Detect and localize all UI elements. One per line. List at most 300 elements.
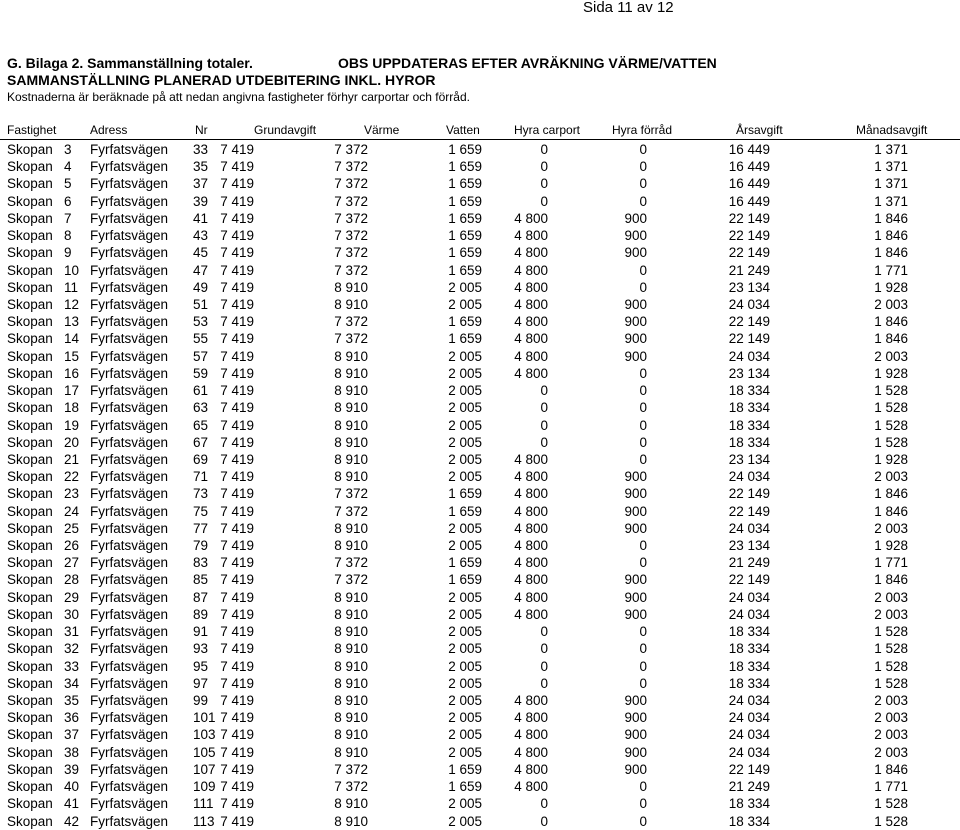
- cell-hyra-carport: 4 800: [514, 744, 548, 760]
- cell-hyra-carport: 4 800: [514, 228, 548, 244]
- cell-vatten: 2 005: [448, 641, 482, 657]
- cell-grundavgift: 7 419: [220, 245, 254, 261]
- cell-fastighet: Skopan: [7, 228, 53, 244]
- header-grundavgift: Grundavgift: [254, 123, 317, 137]
- table-row: [0, 709, 960, 726]
- cell-hyra-forrad: 0: [639, 417, 647, 433]
- cell-hyra-carport: 4 800: [514, 469, 548, 485]
- cell-grundavgift: 7 419: [220, 417, 254, 433]
- cell-hyra-carport: 0: [540, 796, 548, 812]
- cell-adress: Fyrfatsvägen: [90, 727, 169, 743]
- cell-grundavgift: 7 419: [220, 331, 254, 347]
- cell-nr: 73: [193, 486, 209, 502]
- cell-skopan-nr: 20: [64, 434, 80, 450]
- cell-vatten: 2 005: [448, 520, 482, 536]
- cell-varme: 8 910: [334, 710, 368, 726]
- cell-arsavgift: 24 034: [728, 348, 770, 364]
- cell-adress: Fyrfatsvägen: [90, 469, 169, 485]
- cell-varme: 7 372: [334, 761, 368, 777]
- cell-grundavgift: 7 419: [220, 383, 254, 399]
- cell-adress: Fyrfatsvägen: [90, 331, 169, 347]
- cell-hyra-carport: 4 800: [514, 761, 548, 777]
- cell-vatten: 2 005: [448, 693, 482, 708]
- cell-vatten: 1 659: [448, 779, 482, 795]
- cell-varme: 7 372: [334, 142, 368, 157]
- cell-adress: Fyrfatsvägen: [90, 245, 169, 261]
- cell-varme: 7 372: [334, 176, 368, 192]
- cell-arsavgift: 18 334: [728, 813, 770, 829]
- cell-nr: 91: [193, 624, 209, 640]
- cell-grundavgift: 7 419: [220, 210, 254, 226]
- cell-vatten: 2 005: [448, 624, 482, 640]
- cell-nr: 83: [193, 555, 209, 571]
- cell-grundavgift: 7 419: [220, 624, 254, 640]
- cell-nr: 53: [193, 314, 209, 330]
- header-vatten: Vatten: [446, 123, 480, 137]
- cell-skopan-nr: 38: [64, 744, 80, 760]
- cell-fastighet: Skopan: [7, 245, 53, 261]
- cell-vatten: 2 005: [448, 296, 482, 312]
- cell-hyra-carport: 4 800: [514, 589, 548, 605]
- cell-hyra-forrad: 900: [624, 503, 647, 519]
- cell-adress: Fyrfatsvägen: [90, 675, 169, 691]
- cell-skopan-nr: 8: [64, 228, 72, 244]
- cell-hyra-carport: 4 800: [514, 245, 548, 261]
- cell-manadsavgift: 1 371: [874, 193, 908, 209]
- cell-arsavgift: 18 334: [728, 658, 770, 674]
- cell-adress: Fyrfatsvägen: [90, 710, 169, 726]
- cell-manadsavgift: 1 371: [874, 176, 908, 192]
- cell-arsavgift: 18 334: [728, 434, 770, 450]
- cell-fastighet: Skopan: [7, 262, 53, 278]
- cell-adress: Fyrfatsvägen: [90, 296, 169, 312]
- cell-arsavgift: 24 034: [728, 520, 770, 536]
- cell-skopan-nr: 42: [64, 813, 80, 829]
- cell-adress: Fyrfatsvägen: [90, 159, 169, 175]
- cell-skopan-nr: 11: [64, 279, 79, 295]
- cell-fastighet: Skopan: [7, 606, 53, 622]
- cell-adress: Fyrfatsvägen: [90, 641, 169, 657]
- cell-manadsavgift: 2 003: [874, 296, 908, 312]
- cell-skopan-nr: 17: [64, 383, 80, 399]
- cell-adress: Fyrfatsvägen: [90, 383, 169, 399]
- cell-skopan-nr: 6: [64, 193, 72, 209]
- cell-hyra-forrad: 0: [639, 813, 647, 829]
- cell-skopan-nr: 12: [64, 296, 80, 312]
- cell-nr: 39: [193, 193, 209, 209]
- cell-arsavgift: 22 149: [728, 486, 770, 502]
- cell-nr: 45: [193, 245, 209, 261]
- table-row: [0, 606, 960, 623]
- table-row: [0, 726, 960, 743]
- cell-nr: 35: [193, 159, 209, 175]
- cell-fastighet: Skopan: [7, 727, 53, 743]
- cell-fastighet: Skopan: [7, 314, 53, 330]
- cell-adress: Fyrfatsvägen: [90, 228, 169, 244]
- cell-skopan-nr: 36: [64, 710, 80, 726]
- cell-vatten: 2 005: [448, 658, 482, 674]
- cell-varme: 8 910: [334, 606, 368, 622]
- cell-varme: 8 910: [334, 538, 368, 554]
- cell-adress: Fyrfatsvägen: [90, 400, 169, 416]
- cell-grundavgift: 7 419: [220, 538, 254, 554]
- cell-hyra-carport: 4 800: [514, 538, 548, 554]
- cell-fastighet: Skopan: [7, 210, 53, 226]
- table-row: [0, 503, 960, 520]
- cell-arsavgift: 18 334: [728, 400, 770, 416]
- cell-varme: 7 372: [334, 210, 368, 226]
- cell-vatten: 1 659: [448, 228, 482, 244]
- cell-varme: 8 910: [334, 693, 368, 708]
- cell-adress: Fyrfatsvägen: [90, 176, 169, 192]
- cell-adress: Fyrfatsvägen: [90, 210, 169, 226]
- cell-hyra-carport: 4 800: [514, 279, 548, 295]
- cell-hyra-forrad: 0: [639, 675, 647, 691]
- cell-arsavgift: 21 249: [728, 262, 770, 278]
- cell-hyra-carport: 4 800: [514, 348, 548, 364]
- cell-fastighet: Skopan: [7, 296, 53, 312]
- cell-arsavgift: 22 149: [728, 314, 770, 330]
- cell-manadsavgift: 2 003: [874, 710, 908, 726]
- table-row: [0, 623, 960, 640]
- document-note: Kostnaderna är beräknade på att nedan angivna fastigheter förhyr carportar och förråd.: [7, 90, 470, 104]
- cell-manadsavgift: 1 846: [874, 486, 908, 502]
- cell-vatten: 1 659: [448, 262, 482, 278]
- cell-arsavgift: 24 034: [728, 727, 770, 743]
- cell-vatten: 2 005: [448, 400, 482, 416]
- cell-grundavgift: 7 419: [220, 761, 254, 777]
- cell-varme: 8 910: [334, 796, 368, 812]
- table-row: [0, 658, 960, 675]
- cell-hyra-carport: 4 800: [514, 314, 548, 330]
- cell-vatten: 1 659: [448, 555, 482, 571]
- cell-nr: 97: [193, 675, 209, 691]
- cell-hyra-carport: 4 800: [514, 331, 548, 347]
- cell-adress: Fyrfatsvägen: [90, 813, 169, 829]
- cell-hyra-forrad: 900: [624, 727, 647, 743]
- cell-vatten: 2 005: [448, 710, 482, 726]
- cell-nr: 105: [193, 744, 216, 760]
- cell-nr: 71: [193, 469, 209, 485]
- cell-grundavgift: 7 419: [220, 228, 254, 244]
- cell-varme: 8 910: [334, 296, 368, 312]
- cell-hyra-carport: 4 800: [514, 727, 548, 743]
- cell-vatten: 2 005: [448, 727, 482, 743]
- table-row: [0, 571, 960, 588]
- cell-hyra-forrad: 900: [624, 520, 647, 536]
- cell-nr: 107: [193, 761, 216, 777]
- cell-vatten: 2 005: [448, 675, 482, 691]
- table-row: [0, 589, 960, 606]
- cell-fastighet: Skopan: [7, 348, 53, 364]
- cell-grundavgift: 7 419: [220, 641, 254, 657]
- cell-arsavgift: 18 334: [728, 383, 770, 399]
- cell-nr: 65: [193, 417, 209, 433]
- cell-hyra-forrad: 900: [624, 348, 647, 364]
- cell-grundavgift: 7 419: [220, 572, 254, 588]
- cell-skopan-nr: 32: [64, 641, 80, 657]
- cell-adress: Fyrfatsvägen: [90, 693, 169, 708]
- cell-grundavgift: 7 419: [220, 365, 254, 381]
- cell-vatten: 1 659: [448, 193, 482, 209]
- document-subheading: SAMMANSTÄLLNING PLANERAD UTDEBITERING INKL. HYROR: [7, 72, 436, 88]
- cell-adress: Fyrfatsvägen: [90, 761, 169, 777]
- cell-vatten: 2 005: [448, 417, 482, 433]
- cell-skopan-nr: 18: [64, 400, 80, 416]
- cell-nr: 61: [193, 383, 209, 399]
- cell-hyra-carport: 4 800: [514, 296, 548, 312]
- cell-arsavgift: 24 034: [728, 744, 770, 760]
- cell-varme: 8 910: [334, 451, 368, 467]
- cell-grundavgift: 7 419: [220, 693, 254, 708]
- cell-hyra-forrad: 900: [624, 245, 647, 261]
- cell-fastighet: Skopan: [7, 451, 53, 467]
- cell-grundavgift: 7 419: [220, 658, 254, 674]
- table-row: [0, 365, 960, 382]
- cell-hyra-forrad: 0: [639, 159, 647, 175]
- table-row: [0, 485, 960, 502]
- cell-manadsavgift: 1 928: [874, 279, 908, 295]
- cell-adress: Fyrfatsvägen: [90, 520, 169, 536]
- cell-varme: 8 910: [334, 348, 368, 364]
- cell-adress: Fyrfatsvägen: [90, 606, 169, 622]
- cell-varme: 7 372: [334, 245, 368, 261]
- table-row: [0, 348, 960, 365]
- cell-varme: 7 372: [334, 555, 368, 571]
- cell-adress: Fyrfatsvägen: [90, 572, 169, 588]
- cell-nr: 87: [193, 589, 209, 605]
- cell-varme: 8 910: [334, 813, 368, 829]
- header-arsavgift: Årsavgift: [736, 123, 783, 137]
- cell-varme: 7 372: [334, 193, 368, 209]
- cell-vatten: 1 659: [448, 503, 482, 519]
- cell-varme: 7 372: [334, 486, 368, 502]
- cell-vatten: 2 005: [448, 365, 482, 381]
- cell-grundavgift: 7 419: [220, 193, 254, 209]
- cell-fastighet: Skopan: [7, 779, 53, 795]
- cell-skopan-nr: 40: [64, 779, 80, 795]
- cell-vatten: 2 005: [448, 813, 482, 829]
- cell-hyra-forrad: 0: [639, 658, 647, 674]
- cell-grundavgift: 7 419: [220, 451, 254, 467]
- cell-manadsavgift: 1 771: [874, 262, 908, 278]
- cell-fastighet: Skopan: [7, 383, 53, 399]
- cell-arsavgift: 21 249: [728, 555, 770, 571]
- cell-arsavgift: 22 149: [728, 331, 770, 347]
- cell-hyra-forrad: 0: [639, 555, 647, 571]
- cell-nr: 79: [193, 538, 209, 554]
- cell-adress: Fyrfatsvägen: [90, 555, 169, 571]
- cell-varme: 8 910: [334, 675, 368, 691]
- cell-skopan-nr: 10: [64, 262, 80, 278]
- cell-manadsavgift: 2 003: [874, 606, 908, 622]
- cell-hyra-carport: 4 800: [514, 365, 548, 381]
- cell-grundavgift: 7 419: [220, 813, 254, 829]
- cell-arsavgift: 18 334: [728, 417, 770, 433]
- cell-vatten: 1 659: [448, 572, 482, 588]
- cell-nr: 59: [193, 365, 209, 381]
- cell-skopan-nr: 24: [64, 503, 80, 519]
- cell-arsavgift: 22 149: [728, 210, 770, 226]
- cell-vatten: 1 659: [448, 176, 482, 192]
- cell-nr: 49: [193, 279, 209, 295]
- cell-hyra-forrad: 900: [624, 572, 647, 588]
- cell-nr: 95: [193, 658, 209, 674]
- header-hyra-forrad: Hyra förråd: [612, 123, 673, 137]
- cell-arsavgift: 18 334: [728, 624, 770, 640]
- cell-vatten: 1 659: [448, 761, 482, 777]
- cell-adress: Fyrfatsvägen: [90, 658, 169, 674]
- cell-varme: 7 372: [334, 159, 368, 175]
- cell-hyra-carport: 4 800: [514, 710, 548, 726]
- table-row: [0, 399, 960, 416]
- cell-vatten: 1 659: [448, 245, 482, 261]
- cell-varme: 8 910: [334, 641, 368, 657]
- table-row: [0, 244, 960, 261]
- cell-skopan-nr: 15: [64, 348, 80, 364]
- cell-manadsavgift: 1 846: [874, 761, 908, 777]
- cell-arsavgift: 16 449: [728, 142, 770, 157]
- cell-vatten: 2 005: [448, 434, 482, 450]
- cell-manadsavgift: 1 528: [874, 383, 908, 399]
- cell-nr: 51: [193, 296, 209, 312]
- cell-fastighet: Skopan: [7, 486, 53, 502]
- cell-hyra-carport: 0: [540, 813, 548, 829]
- table-row: [0, 210, 960, 227]
- cell-grundavgift: 7 419: [220, 176, 254, 192]
- table-row: [0, 675, 960, 692]
- cell-adress: Fyrfatsvägen: [90, 779, 169, 795]
- cell-grundavgift: 7 419: [220, 400, 254, 416]
- cell-varme: 7 372: [334, 572, 368, 588]
- cell-varme: 8 910: [334, 658, 368, 674]
- cell-skopan-nr: 23: [64, 486, 80, 502]
- table-row: [0, 141, 960, 158]
- cell-skopan-nr: 16: [64, 365, 80, 381]
- cell-hyra-carport: 4 800: [514, 451, 548, 467]
- cell-fastighet: Skopan: [7, 279, 53, 295]
- cell-hyra-carport: 0: [540, 142, 548, 157]
- header-fastighet: Fastighet: [7, 123, 57, 137]
- cell-nr: 69: [193, 451, 209, 467]
- cell-fastighet: Skopan: [7, 710, 53, 726]
- cell-adress: Fyrfatsvägen: [90, 417, 169, 433]
- cell-arsavgift: 16 449: [728, 159, 770, 175]
- table-row: [0, 778, 960, 795]
- cell-manadsavgift: 1 928: [874, 538, 908, 554]
- cell-arsavgift: 22 149: [728, 245, 770, 261]
- cell-hyra-forrad: 900: [624, 606, 647, 622]
- cell-hyra-carport: 4 800: [514, 210, 548, 226]
- cell-hyra-forrad: 0: [639, 279, 647, 295]
- cell-nr: 55: [193, 331, 209, 347]
- cell-fastighet: Skopan: [7, 417, 53, 433]
- cell-varme: 8 910: [334, 417, 368, 433]
- table-row: [0, 451, 960, 468]
- cell-skopan-nr: 4: [64, 159, 72, 175]
- table-row: [0, 744, 960, 761]
- cell-varme: 7 372: [334, 314, 368, 330]
- cell-manadsavgift: 2 003: [874, 469, 908, 485]
- cell-manadsavgift: 1 528: [874, 641, 908, 657]
- cell-arsavgift: 24 034: [728, 693, 770, 708]
- cell-fastighet: Skopan: [7, 744, 53, 760]
- cell-manadsavgift: 1 528: [874, 675, 908, 691]
- cell-grundavgift: 7 419: [220, 675, 254, 691]
- cell-varme: 8 910: [334, 365, 368, 381]
- cell-manadsavgift: 1 371: [874, 142, 908, 157]
- cell-manadsavgift: 2 003: [874, 348, 908, 364]
- cell-arsavgift: 18 334: [728, 796, 770, 812]
- cell-varme: 7 372: [334, 503, 368, 519]
- cell-skopan-nr: 19: [64, 417, 80, 433]
- cell-fastighet: Skopan: [7, 761, 53, 777]
- cell-varme: 8 910: [334, 589, 368, 605]
- cell-manadsavgift: 1 846: [874, 210, 908, 226]
- cell-hyra-carport: 4 800: [514, 262, 548, 278]
- cell-vatten: 1 659: [448, 486, 482, 502]
- cell-hyra-forrad: 0: [639, 451, 647, 467]
- cell-hyra-forrad: 0: [639, 383, 647, 399]
- cell-adress: Fyrfatsvägen: [90, 365, 169, 381]
- cell-fastighet: Skopan: [7, 624, 53, 640]
- cell-grundavgift: 7 419: [220, 434, 254, 450]
- cell-manadsavgift: 1 928: [874, 365, 908, 381]
- cell-manadsavgift: 2 003: [874, 589, 908, 605]
- cell-skopan-nr: 13: [64, 314, 80, 330]
- cell-manadsavgift: 1 528: [874, 400, 908, 416]
- cell-hyra-forrad: 900: [624, 710, 647, 726]
- cell-hyra-carport: 4 800: [514, 555, 548, 571]
- cell-nr: 93: [193, 641, 209, 657]
- table-row: [0, 313, 960, 330]
- table-row: [0, 296, 960, 313]
- cell-nr: 57: [193, 348, 209, 364]
- cell-fastighet: Skopan: [7, 503, 53, 519]
- cell-vatten: 2 005: [448, 451, 482, 467]
- cell-nr: 89: [193, 606, 209, 622]
- table-row: [0, 330, 960, 347]
- cell-fastighet: Skopan: [7, 641, 53, 657]
- cell-vatten: 1 659: [448, 210, 482, 226]
- cell-hyra-forrad: 0: [639, 262, 647, 278]
- header-manadsavgift: Månadsavgift: [856, 123, 928, 137]
- cell-nr: 41: [193, 210, 209, 226]
- cell-grundavgift: 7 419: [220, 555, 254, 571]
- cell-hyra-carport: 0: [540, 624, 548, 640]
- cell-hyra-forrad: 900: [624, 228, 647, 244]
- cell-nr: 111: [193, 796, 214, 812]
- cell-nr: 37: [193, 176, 209, 192]
- cell-fastighet: Skopan: [7, 400, 53, 416]
- cell-grundavgift: 7 419: [220, 486, 254, 502]
- cell-manadsavgift: 1 846: [874, 572, 908, 588]
- cell-skopan-nr: 14: [64, 331, 80, 347]
- cell-fastighet: Skopan: [7, 365, 53, 381]
- cell-adress: Fyrfatsvägen: [90, 348, 169, 364]
- cell-skopan-nr: 5: [64, 176, 72, 192]
- cell-nr: 67: [193, 434, 209, 450]
- cell-fastighet: Skopan: [7, 555, 53, 571]
- table-row: [0, 813, 960, 830]
- table-row: [0, 227, 960, 244]
- cell-nr: 33: [193, 142, 209, 157]
- cell-grundavgift: 7 419: [220, 710, 254, 726]
- cell-arsavgift: 23 134: [728, 365, 770, 381]
- cell-fastighet: Skopan: [7, 538, 53, 554]
- cell-hyra-forrad: 0: [639, 641, 647, 657]
- cell-grundavgift: 7 419: [220, 779, 254, 795]
